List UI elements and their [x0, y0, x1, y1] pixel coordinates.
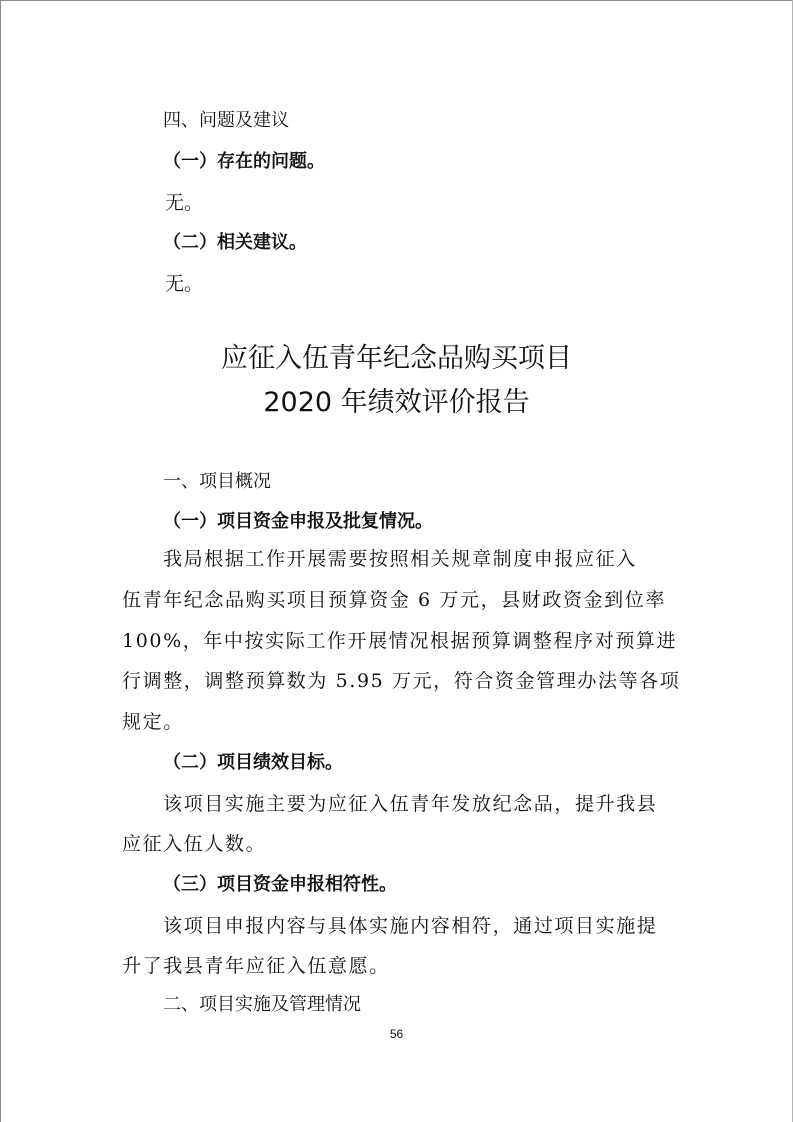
- section-four-heading: 四、问题及建议: [163, 110, 289, 131]
- paragraph-line: 该项目申报内容与具体实施内容相符，通过项目实施提: [163, 915, 658, 937]
- section-four-sub2-heading: （二）相关建议。: [163, 232, 307, 253]
- paragraph-line: 伍青年纪念品购买项目预算资金 6 万元，县财政资金到位率: [122, 589, 666, 611]
- paragraph-line: 升了我县青年应征入伍意愿。: [122, 955, 390, 977]
- section-four-sub2-text: 无。: [165, 273, 204, 295]
- paragraph-line: 应征入伍人数。: [122, 833, 267, 855]
- section-four-sub1-text: 无。: [165, 192, 204, 214]
- section-one-heading: 一、项目概况: [163, 471, 271, 492]
- page-border-top: [0, 0, 793, 1]
- section-four-sub1-heading: （一）存在的问题。: [163, 151, 325, 172]
- section-one-sub3-heading: （三）项目资金申报相符性。: [163, 874, 397, 895]
- paragraph-line: 100%，年中按实际工作开展情况根据预算调整程序对预算进: [122, 630, 678, 652]
- page-border-left: [0, 0, 1, 1122]
- paragraph-line: 行调整，调整预算数为 5.95 万元，符合资金管理办法等各项: [122, 670, 681, 692]
- paragraph-line: 该项目实施主要为应征入伍青年发放纪念品，提升我县: [163, 793, 658, 815]
- section-one-sub1-heading: （一）项目资金申报及批复情况。: [163, 511, 433, 532]
- paragraph-line: 规定。: [122, 711, 184, 733]
- section-one-sub2-heading: （二）项目绩效目标。: [163, 752, 343, 773]
- section-two-heading: 二、项目实施及管理情况: [163, 994, 361, 1015]
- paragraph-line: 我局根据工作开展需要按照相关规章制度申报应征入: [163, 548, 637, 570]
- report-title-line1: 应征入伍青年纪念品购买项目: [221, 343, 572, 374]
- page-number: 56: [389, 1027, 404, 1041]
- report-title-line2: 2020 年绩效评价报告: [263, 387, 530, 418]
